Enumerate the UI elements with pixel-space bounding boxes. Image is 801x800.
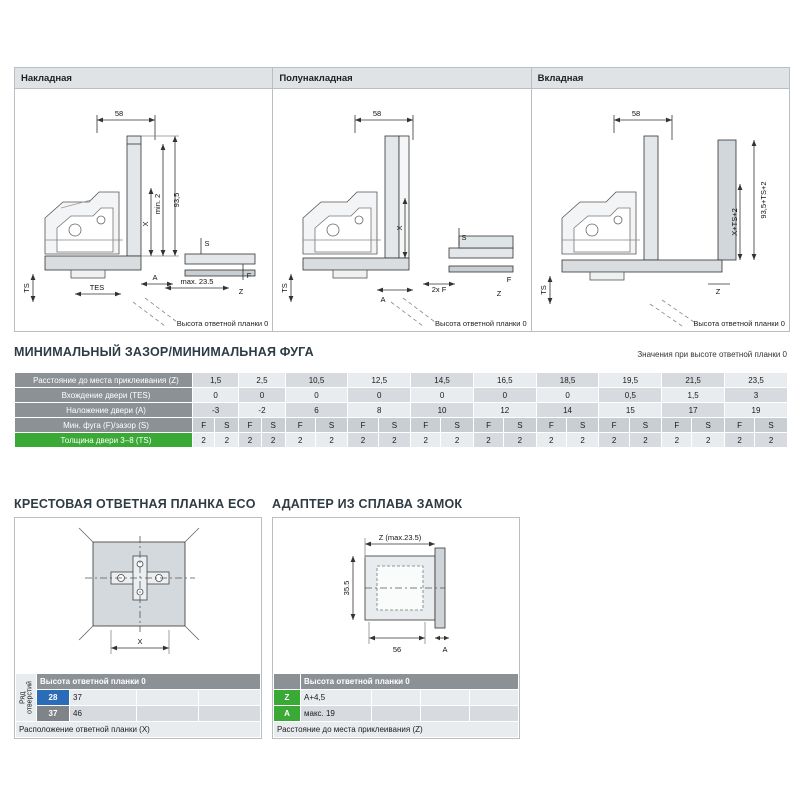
cell: 2	[599, 433, 629, 448]
cell: 2	[261, 433, 285, 448]
svg-text:X+TS+2: X+TS+2	[729, 208, 739, 236]
cell: 2	[473, 433, 503, 448]
svg-text:TS: TS	[22, 283, 31, 293]
cell	[372, 690, 421, 706]
cell: -3	[193, 403, 239, 418]
cell: F	[411, 418, 441, 433]
cell: 2	[629, 433, 662, 448]
panel-drawing-overlay	[15, 88, 272, 331]
cell: F	[599, 418, 629, 433]
panel-drawing-half-overlay	[273, 88, 530, 331]
row-badge: Z	[274, 690, 301, 706]
cell: 0	[239, 388, 285, 403]
svg-text:2x F: 2x F	[432, 285, 447, 294]
row-label: Толщина двери 3–8 (TS)	[15, 433, 193, 448]
svg-text:X: X	[141, 221, 150, 227]
table-row	[15, 373, 788, 388]
svg-text:58: 58	[114, 109, 124, 118]
svg-text:35.5: 35.5	[342, 580, 351, 596]
hinge-diagram-panels	[14, 67, 790, 332]
table-footer: Расстояние до места приклеивания (Z)	[274, 722, 519, 738]
cell: 1,5	[193, 373, 239, 388]
cell: S	[441, 418, 474, 433]
row-badge: A	[274, 706, 301, 722]
svg-text:A: A	[380, 295, 386, 304]
svg-text:93,5+TS+2: 93,5+TS+2	[758, 181, 768, 219]
panel-footer: Высота ответной планки 0	[176, 319, 269, 328]
panel-title: Полунакладная	[273, 68, 530, 89]
svg-text:93,5: 93,5	[172, 192, 181, 208]
cross-plate-drawing	[15, 518, 261, 673]
bottom-left-title: КРЕСТОВАЯ ОТВЕТНАЯ ПЛАНКА ECO	[14, 497, 256, 511]
cell: 8	[348, 403, 411, 418]
cell: 0	[473, 388, 536, 403]
panel-drawing-inset	[532, 88, 789, 331]
table-header: Высота ответной планки 0	[301, 674, 519, 690]
cell: 2	[215, 433, 239, 448]
cell: 2	[662, 433, 692, 448]
cell	[137, 690, 199, 706]
cell: 18,5	[536, 373, 599, 388]
cell: 10,5	[285, 373, 348, 388]
svg-text:Z: Z	[497, 289, 502, 298]
cell: 2	[566, 433, 599, 448]
cell	[469, 706, 518, 722]
row-badge: 37	[37, 706, 70, 722]
table-row	[15, 403, 788, 418]
cell: 12,5	[348, 373, 411, 388]
cell: 0	[536, 388, 599, 403]
cell: F	[662, 418, 692, 433]
cell: F	[285, 418, 315, 433]
cell: 2	[378, 433, 411, 448]
cell: F	[239, 418, 261, 433]
cell: 17	[662, 403, 725, 418]
cell: 1,5	[662, 388, 725, 403]
cell: 2	[411, 433, 441, 448]
row-badge: 28	[37, 690, 70, 706]
svg-text:S: S	[204, 239, 210, 248]
svg-text:A: A	[442, 645, 448, 654]
svg-text:58: 58	[373, 109, 382, 118]
panel-footer: Высота ответной планки 0	[435, 319, 527, 328]
cell: 0,5	[599, 388, 662, 403]
cell: 16,5	[473, 373, 536, 388]
table-row	[16, 706, 261, 722]
cell: 37	[70, 690, 137, 706]
table-row	[274, 706, 519, 722]
bottom-right-title: АДАПТЕР ИЗ СПЛАВА ЗАМОК	[272, 497, 463, 511]
panel-inset	[532, 68, 789, 331]
svg-text:max. 23.5: max. 23.5	[180, 277, 214, 286]
cell: 2	[348, 433, 378, 448]
cell	[372, 706, 421, 722]
cell: F	[724, 418, 754, 433]
svg-text:min. 2: min. 2	[153, 193, 162, 215]
svg-text:TES: TES	[89, 283, 105, 292]
cell: 15	[599, 403, 662, 418]
cell	[420, 690, 469, 706]
cell: 21,5	[662, 373, 725, 388]
cell: 2	[239, 433, 261, 448]
alloy-adapter-table	[273, 673, 519, 738]
svg-text:Z: Z	[238, 287, 244, 296]
svg-text:F: F	[507, 275, 512, 284]
panel-title: Вкладная	[532, 68, 789, 89]
cell: F	[348, 418, 378, 433]
cell: 3	[724, 388, 787, 403]
cross-plate-table	[15, 673, 261, 738]
cell: S	[261, 418, 285, 433]
panel-overlay	[15, 68, 273, 331]
table-header-blank	[274, 674, 301, 690]
cell	[469, 690, 518, 706]
cell: 14	[536, 403, 599, 418]
cell: 19	[724, 403, 787, 418]
panel-title: Накладная	[15, 68, 272, 89]
alloy-adapter-drawing	[273, 518, 519, 673]
svg-text:Z: Z	[715, 287, 720, 296]
cell: 10	[411, 403, 474, 418]
cell: S	[378, 418, 411, 433]
svg-text:56: 56	[392, 645, 402, 654]
svg-text:58: 58	[631, 109, 640, 118]
cell: 2	[536, 433, 566, 448]
svg-text:X: X	[137, 637, 143, 646]
cell: 0	[285, 388, 348, 403]
cell: S	[755, 418, 788, 433]
svg-text:S: S	[461, 233, 467, 242]
cell: 14,5	[411, 373, 474, 388]
cell: 2	[315, 433, 348, 448]
table-row	[274, 690, 519, 706]
cell: 2	[724, 433, 754, 448]
cell: 0	[411, 388, 474, 403]
cell: S	[315, 418, 348, 433]
cell: 46	[70, 706, 137, 722]
table-row	[16, 674, 261, 690]
cell: 2	[441, 433, 474, 448]
gap-table	[14, 372, 788, 448]
table-row	[16, 722, 261, 738]
svg-text:F: F	[246, 271, 252, 280]
cell: 6	[285, 403, 348, 418]
table-header: Высота ответной планки 0	[37, 674, 261, 690]
cell: 19,5	[599, 373, 662, 388]
cell: S	[566, 418, 599, 433]
cell: 2	[285, 433, 315, 448]
cell: -2	[239, 403, 285, 418]
table-row	[274, 674, 519, 690]
cell: A+4,5	[301, 690, 372, 706]
cell: 2	[692, 433, 725, 448]
cell: 0	[348, 388, 411, 403]
cell	[198, 690, 260, 706]
cell: F	[473, 418, 503, 433]
cell: 2	[504, 433, 537, 448]
cell: макс. 19	[301, 706, 372, 722]
row-label: Вхождение двери (TES)	[15, 388, 193, 403]
table-row-fs	[15, 418, 788, 433]
row-label: Расстояние до места приклеивания (Z)	[15, 373, 193, 388]
cell: S	[629, 418, 662, 433]
cell: S	[504, 418, 537, 433]
cell: S	[692, 418, 725, 433]
svg-text:A: A	[152, 273, 158, 282]
cell: 0	[193, 388, 239, 403]
cross-mounting-plate-panel	[14, 517, 262, 739]
svg-text:TS: TS	[538, 285, 548, 295]
panel-half-overlay	[273, 68, 531, 331]
table-row-thickness	[15, 433, 788, 448]
gap-section-title: МИНИМАЛЬНЫЙ ЗАЗОР/МИНИМАЛЬНАЯ ФУГА	[14, 345, 314, 359]
cell	[420, 706, 469, 722]
cell: 2,5	[239, 373, 285, 388]
row-label: Наложение двери (A)	[15, 403, 193, 418]
cell: S	[215, 418, 239, 433]
cell: 12	[473, 403, 536, 418]
table-row	[16, 690, 261, 706]
cell: F	[536, 418, 566, 433]
svg-text:X: X	[395, 225, 405, 231]
svg-text:Z (max.23.5): Z (max.23.5)	[378, 533, 422, 542]
cell: F	[193, 418, 215, 433]
row-label: Мин. фуга (F)/зазор (S)	[15, 418, 193, 433]
alloy-adapter-panel	[272, 517, 520, 739]
table-row	[15, 388, 788, 403]
svg-text:TS: TS	[280, 283, 290, 293]
cell	[137, 706, 199, 722]
cell	[198, 706, 260, 722]
cell: 2	[193, 433, 215, 448]
gap-section-note: Значения при высоте ответной планки 0	[637, 350, 787, 359]
panel-footer: Высота ответной планки 0	[693, 319, 785, 328]
cell: 23,5	[724, 373, 787, 388]
hole-row-label: Ряд отверстий	[16, 674, 37, 722]
table-footer: Расположение ответной планки (X)	[16, 722, 261, 738]
table-row	[274, 722, 519, 738]
cell: 2	[755, 433, 788, 448]
